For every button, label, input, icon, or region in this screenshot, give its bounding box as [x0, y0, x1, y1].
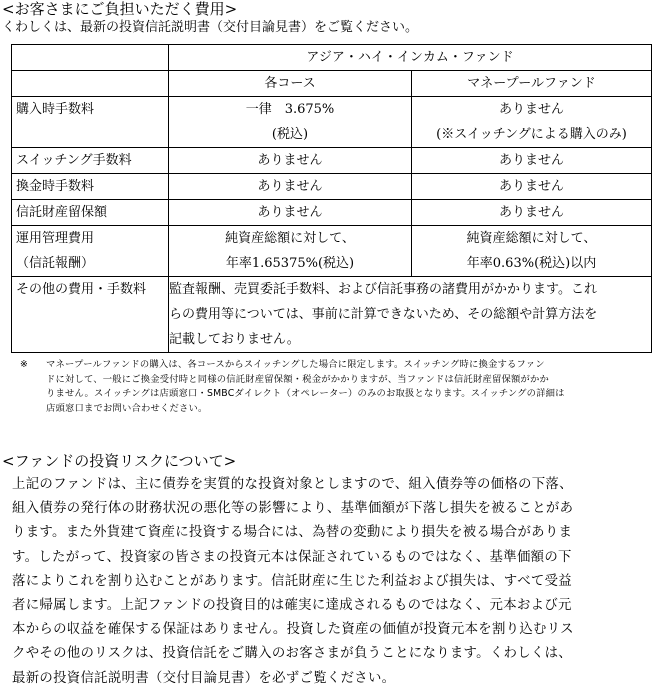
mmf-column-header: マネープールファンド — [412, 71, 652, 97]
risk-line: 上記のファンドは、主に債券を実質的な投資対象としますので、組入債券等の価格の下落、 — [12, 477, 573, 492]
row-label-line: 運用管理費用 — [16, 231, 95, 246]
course-cell — [169, 97, 412, 148]
course-cell — [169, 200, 412, 226]
course-cell — [169, 148, 412, 174]
risk-line: 落によりこれを割り込むことがあります。信託財産に生じた利益および損失は、すべて受益 — [12, 573, 572, 589]
other-costs-line: らの費用等については、事前に計算できないため、その総額や計算方法を — [169, 307, 598, 322]
switching-footnote — [20, 358, 645, 416]
risk-line: 最新の投資信託説明書（交付目論見書）を必ずご覧ください。 — [12, 670, 396, 686]
mmf-value-line: ありません — [499, 102, 565, 117]
other-costs-row — [12, 277, 652, 353]
course-value-line: ありません — [257, 153, 323, 168]
mmf-cell — [412, 174, 652, 200]
course-cell — [169, 226, 412, 277]
course-value-line: (税込) — [271, 127, 309, 142]
course-column-header: 各コース — [169, 71, 412, 97]
empty-corner-cell — [12, 45, 169, 71]
row-label — [12, 148, 169, 174]
column-header-row — [12, 71, 652, 97]
row-label-line: 換金時手数料 — [16, 179, 95, 194]
row-label — [12, 226, 169, 277]
row-label-line: スイッチング手数料 — [16, 153, 132, 168]
footnote-line: マネープールファンドの購入は、各コースからスイッチングした場合に限定します。スイッチング時に換金するファン — [46, 359, 545, 370]
table-row — [12, 174, 652, 200]
row-label-line: 購入時手数料 — [16, 102, 95, 117]
other-costs-line: 記載しておりません。 — [169, 332, 300, 347]
table-row — [12, 148, 652, 174]
mmf-value-line: 純資産総額に対して、 — [466, 231, 597, 246]
footnote-line: 店頭窓口までお問い合わせください。 — [46, 402, 208, 414]
risk-line: す。したがって、投資家の皆さまの投資元本は保証されているものではなく、基準価額の下 — [12, 549, 572, 565]
risk-line: 本からの収益を確保する保証はありません。投資した資産の価値が投資元本を割り込むリス — [12, 622, 574, 638]
course-value-line: 年率1.65375%(税込) — [225, 256, 355, 271]
risk-section-title: <ファンドの投資リスクについて> — [2, 452, 237, 470]
mmf-value-line: (※スイッチングによる購入のみ) — [436, 127, 627, 142]
footnote-line: ドに対して、一般にご換金受付時と同様の信託財産留保額・税金がかかりますが、当ファンドは信託財産留保額がかか — [46, 373, 549, 385]
course-cell — [169, 174, 412, 200]
table-row — [12, 200, 652, 226]
mmf-value-line: ありません — [499, 153, 565, 168]
footnote-line: りません。スイッチングは店頭窓口・SMBCダイレクト（オペレーター）のみのお取扱となります。スイッチングの詳細は — [46, 388, 565, 399]
empty-label-cell — [12, 71, 169, 97]
fund-name-row — [12, 45, 652, 71]
course-value-line: 純資産総額に対して、 — [225, 231, 355, 246]
footnote-mark: ※ — [20, 359, 28, 370]
table-row — [12, 97, 652, 148]
footnote-text — [46, 358, 645, 416]
course-value-line: 一律 3.675% — [245, 102, 335, 117]
mmf-cell — [412, 226, 652, 277]
mmf-cell — [412, 200, 652, 226]
mmf-cell — [412, 97, 652, 148]
risk-line: 組入債券の発行体の財務状況の悪化等の影響により、基準価額が下落し損失を被ることがあ — [12, 501, 574, 517]
mmf-cell — [412, 148, 652, 174]
risk-line: クやその他のリスクは、投資信託をご購入のお客さまが負うことになります。くわしくは、 — [12, 646, 572, 662]
fee-section-subtitle: くわしくは、最新の投資信託説明書（交付目論見書）をご覧ください。 — [2, 20, 419, 35]
mmf-value-line: ありません — [499, 205, 565, 220]
row-label — [12, 97, 169, 148]
course-value-line: ありません — [257, 179, 323, 194]
fund-name-cell: アジア・ハイ・インカム・ファンド — [169, 45, 652, 71]
risk-paragraph — [12, 473, 652, 691]
fee-table — [11, 44, 652, 353]
row-label — [12, 200, 169, 226]
other-costs-label: その他の費用・手数料 — [12, 277, 169, 353]
mmf-value-line: 年率0.63%(税込)以内 — [466, 256, 597, 271]
risk-line: 者に帰属します。上記ファンドの投資目的は確実に達成されるものではなく、元本および元 — [12, 598, 572, 614]
table-row — [12, 226, 652, 277]
row-label-line: （信託報酬） — [16, 256, 95, 271]
course-value-line: ありません — [257, 205, 323, 220]
row-label — [12, 174, 169, 200]
other-costs-line: 監査報酬、売買委託手数料、および信託事務の諸費用がかかります。これ — [169, 282, 597, 297]
risk-line: ります。また外貨建て資産に投資する場合には、為替の変動により損失を被る場合がありま — [12, 525, 573, 541]
row-label-line: 信託財産留保額 — [16, 205, 108, 220]
mmf-value-line: ありません — [499, 179, 565, 194]
other-costs-description — [169, 277, 652, 353]
fee-section-title: <お客さまにご負担いただく費用> — [2, 0, 238, 18]
